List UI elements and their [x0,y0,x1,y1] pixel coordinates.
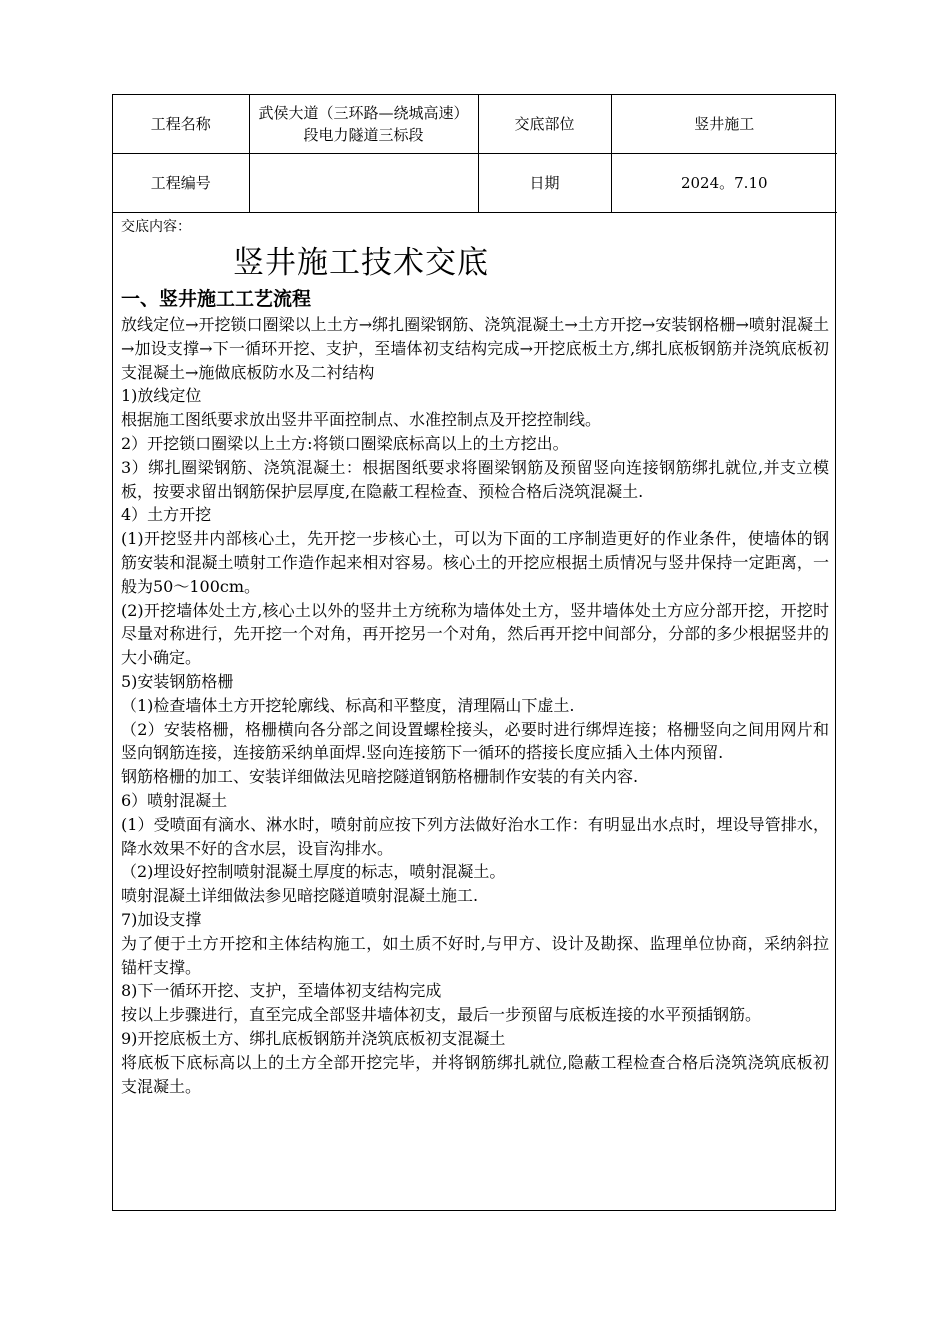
paragraph: 2）开挖锁口圈梁以上土方:将锁口圈梁底标高以上的土方挖出。 [121,433,569,453]
header-table [113,95,837,213]
paragraph: 6）喷射混凝土 [121,790,228,810]
content-area [113,215,835,1098]
paragraph: 为了便于土方开挖和主体结构施工，如土质不好时,与甲方、设计及勘探、监理单位协商，采纳斜拉锚杆支撑。 [121,933,829,977]
project-number-value [249,154,478,213]
disclosure-part-value: 竖井施工 [611,95,837,154]
paragraph: 3）绑扎圈梁钢筋、浇筑混凝土：根据图纸要求将圈梁钢筋及预留竖向连接钢筋绑扎就位,并支立模板，按要求留出钢筋保护层厚度,在隐蔽工程检查、预检合格后浇筑混凝土. [121,457,829,501]
paragraph: 钢筋格栅的加工、安装详细做法见暗挖隧道钢筋格栅制作安装的有关内容. [121,767,639,787]
paragraph: (1)开挖竖井内部核心土，先开挖一步核心土，可以为下面的工序制造更好的作业条件，使墙体的钢筋安装和混凝土喷射工作造作起来相对容易。核心土的开挖应根据土质情况与竖井保持一定距离，一般为50～100cm。 [121,529,829,596]
project-number-label: 工程编号 [113,154,249,213]
disclosure-part-label: 交底部位 [478,95,611,154]
paragraph: 7)加设支撑 [121,909,202,929]
paragraph: 5)安装钢筋格栅 [121,671,234,691]
date-value: 2024。7.10 [611,154,837,213]
paragraph: 根据施工图纸要求放出竖井平面控制点、水准控制点及开挖控制线。 [121,410,602,430]
project-name-label: 工程名称 [113,95,249,154]
paragraph: 按以上步骤进行，直至完成全部竖井墙体初支，最后一步预留与底板连接的水平预插钢筋。 [121,1005,762,1025]
paragraph: 将底板下底标高以上的土方全部开挖完毕，并将钢筋绑扎就位,隐蔽工程检查合格后浇筑浇筑底板初支混凝土。 [121,1052,829,1096]
content-label: 交底内容： [121,219,191,235]
paragraph: （2）安装格栅，格栅横向各分部之间设置螺栓接头，必要时进行绑焊连接；格栅竖向之间用网片和竖向钢筋连接，连接筋采纳单面焊.竖向连接筋下一循环的搭接长度应插入土体内预留. [121,719,829,763]
paragraph: （2)埋设好控制喷射混凝土厚度的标志，喷射混凝土。 [121,862,506,882]
header-row-1 [113,95,837,154]
paragraph-list [121,313,829,1098]
header-row-2 [113,154,837,213]
paragraph: 喷射混凝土详细做法参见暗挖隧道喷射混凝土施工. [121,886,479,906]
paragraph: 放线定位→开挖锁口圈梁以上土方→绑扎圈梁钢筋、浇筑混凝土→土方开挖→安装钢格栅→喷射混凝土→加设支撑→下一循环开挖、支护，至墙体初支结构完成→开挖底板土方,绑扎底板钢筋并浇筑底板初支混凝土→施做底板防水及二衬结构 [121,315,829,382]
paragraph: 9)开挖底板土方、绑扎底板钢筋并浇筑底板初支混凝土 [121,1028,506,1048]
document-title: 竖井施工技术交底 [233,245,489,281]
paragraph: 1)放线定位 [121,386,202,406]
paragraph: (2)开挖墙体处土方,核心土以外的竖井土方统称为墙体处土方，竖井墙体处土方应分部开挖，开挖时尽量对称进行，先开挖一个对角，再开挖另一个对角，然后再开挖中间部分，分部的多少根据竖井的大小确定。 [121,600,829,668]
date-label: 日期 [478,154,611,213]
paragraph: 8)下一循环开挖、支护，至墙体初支结构完成 [121,981,442,1001]
paragraph: 4）土方开挖 [121,505,212,525]
disclosure-document [112,94,836,1211]
paragraph: （1)检查墙体土方开挖轮廓线、标高和平整度，清理隔山下虚土. [121,695,575,715]
project-name-value: 武侯大道（三环路—绕城高速）段电力隧道三标段 [249,95,478,154]
section-heading: 一、竖井施工工艺流程 [121,288,312,310]
paragraph: (1）受喷面有滴水、淋水时，喷射前应按下列方法做好治水工作：有明显出水点时，埋设导管排水，降水效果不好的含水层，设盲沟排水。 [121,814,829,858]
